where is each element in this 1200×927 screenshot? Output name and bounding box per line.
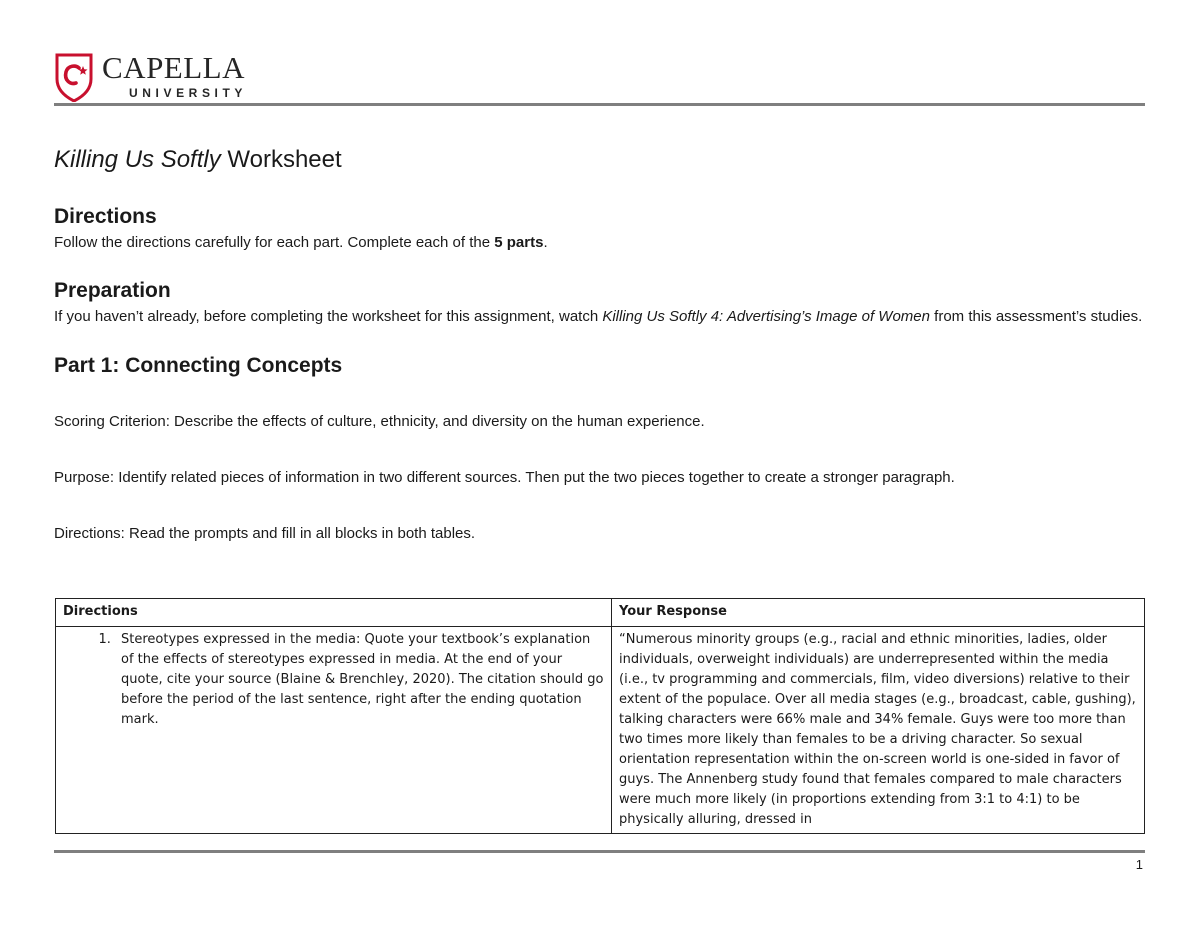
header-your-response: Your Response [612, 599, 1145, 627]
table-directions: Directions: Read the prompts and fill in all blocks in both tables. [54, 525, 476, 542]
purpose-text: Purpose: Identify related pieces of information in two different sources. Then put the two pieces together to create a stronger paragraph. [54, 469, 955, 486]
document-title [54, 144, 1145, 176]
title-italic: Killing Us Softly [54, 146, 221, 173]
table-header-row [56, 599, 1145, 627]
preparation-heading: Preparation [54, 279, 171, 302]
capella-shield-icon [54, 52, 94, 102]
directions-text: Follow the directions carefully for each part. Complete each of the 5 parts. [54, 234, 548, 251]
table-row [56, 627, 1145, 834]
preparation-text: If you haven’t already, before completing the worksheet for this assignment, watch Killing Us Softly 4: Advertising’s Image of Women from this assessment’s studies. [54, 308, 1143, 325]
directions-heading: Directions [54, 205, 157, 228]
parts-count: 5 parts [494, 234, 544, 251]
footer-rule [54, 850, 1145, 853]
brand-name: CAPELLA [102, 50, 245, 85]
title-rest: Worksheet [220, 146, 342, 173]
response-cell[interactable] [612, 627, 1145, 834]
brand-subtitle: UNIVERSITY [129, 86, 248, 100]
direction-cell [56, 627, 612, 834]
document-body [54, 144, 1145, 543]
part1-heading: Part 1: Connecting Concepts [54, 354, 343, 377]
scoring-criterion: Scoring Criterion: Describe the effects of culture, ethnicity, and diversity on the human experience. [54, 413, 705, 430]
page-number: 1 [1135, 857, 1143, 872]
film-title: Killing Us Softly 4: Advertising’s Image of Women [602, 308, 930, 325]
response-text: “Numerous minority groups (e.g., racial and ethnic minorities, ladies, older individuals, overweight individuals) are underrepresented within the media (i.e., tv programming and commercials, film, video diversions) relative to their extent of the populace. Over all media stages (e.g., broadcast, cable, gushing), talking characters were 66% male and 34% female. Guys were too more than two times more likely than females to be a driving character. So sexual orientation representation within the on-screen world is one-sided in favor of guys. The Annenberg study found that females compared to male characters were much more likely (in proportions extending from 3:1 to 4:1) to be physically alluring, dressed in [619, 632, 1136, 827]
header-rule [54, 103, 1145, 106]
direction-list [63, 630, 604, 730]
direction-item: 1. Stereotypes expressed in the media: Quote your textbook’s explanation of the effects of stereotypes expressed in media. At the end of your quote, cite your source (Blaine & Brenchley, 2020). The citation should go before the period of the last sentence, right after the ending quotation mark. [115, 630, 604, 730]
header-directions: Directions [56, 599, 612, 627]
response-table [55, 598, 1145, 834]
